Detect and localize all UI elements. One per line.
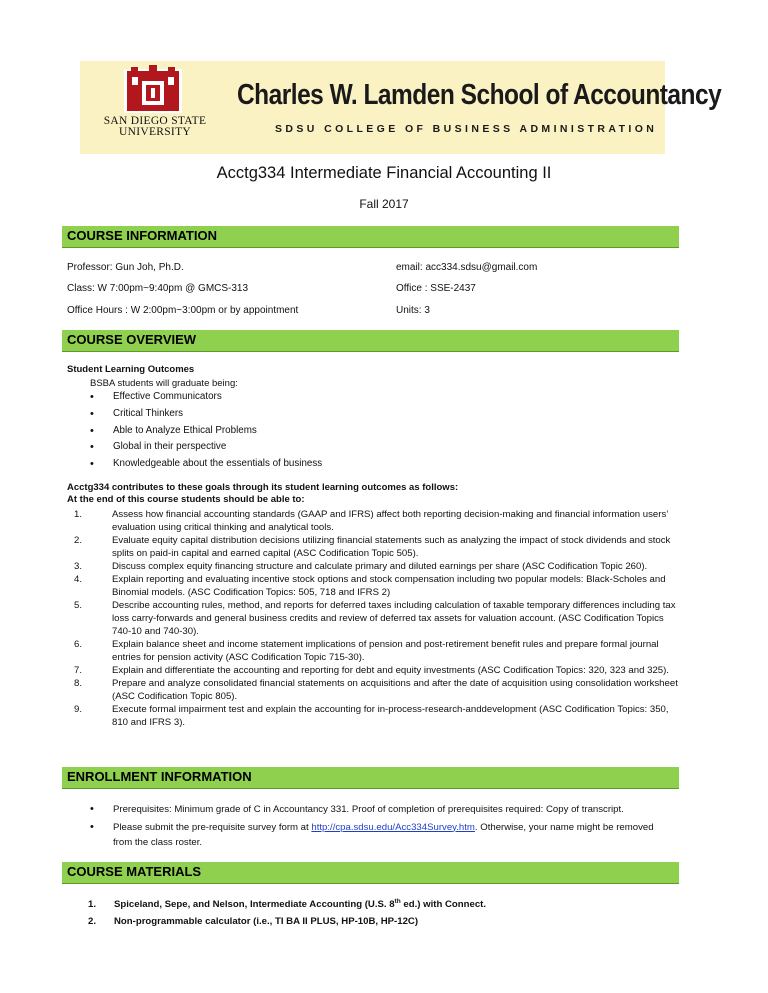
contrib-line-1: Acctg334 contributes to these goals through its student learning outcomes as follows: [67,482,459,493]
section-heading: COURSE INFORMATION [67,228,217,243]
course-information-header [62,226,679,248]
list-item [66,599,678,638]
section-heading: COURSE MATERIALS [67,864,202,879]
item-number: 1. [74,509,83,520]
university-line-1: SAN DIEGO STATE [103,115,207,127]
university-line-2: UNIVERSITY [119,126,191,138]
item-number: 8. [74,678,83,689]
sdsu-shield-icon [80,61,225,119]
list-item [66,703,678,729]
list-item [66,638,678,664]
enrollment-information-header [62,767,679,789]
units-text: Units: 3 [396,305,430,316]
list-item [66,677,678,703]
item-text: Discuss complex equity financing structure and calculate primary and diluted earnings per share (ASC Codification Topic 260). [112,561,648,572]
item-number: 6. [74,639,83,650]
list-item [88,913,486,930]
item-number: 5. [74,600,83,611]
university-name [96,116,214,138]
survey-link[interactable]: http://cpa.sdsu.edu/Acc334Survey.htm [311,821,475,833]
list-item [66,560,678,573]
item-text: Please submit the pre-requisite survey form at [113,821,312,833]
item-text: Execute formal impairment test and explain the accounting for in-process-research-anddevelopment (ASC Codification Topics: 350, 810 and IFRS 3). [112,704,669,728]
list-item: • Global in their perspective [90,439,322,456]
item-text: Explain reporting and evaluating incentive stock options and stock compensation including two popular models: Black-Scholes and Binomial models. (ASC Codification Topics: 505, 718 and IFRS 2) [112,574,666,598]
course-term: Fall 2017 [359,197,409,211]
list-item: • Effective Communicators [90,389,322,406]
list-item: • Critical Thinkers [90,406,322,423]
course-materials-header [62,862,679,884]
college-name: SDSU COLLEGE OF BUSINESS ADMINISTRATION [275,123,658,135]
list-item: • Able to Analyze Ethical Problems [90,423,322,440]
item-text: Spiceland, Sepe, and Nelson, Intermediate Accounting (U.S. 8 [114,899,395,910]
list-item [66,534,678,560]
list-item [66,664,678,677]
outcomes-list [66,508,678,729]
office-hours-text: Office Hours : W 2:00pm~3:00pm or by appointment [67,305,299,316]
item-number: 9. [74,704,83,715]
sdsu-logo [80,61,225,154]
item-text: Assess how financial accounting standards (GAAP and IFRS) affect both reporting decision-making and financial information users’ evaluation using critical thinking and analytical tools. [112,509,669,533]
office-text: Office : SSE-2437 [396,283,476,294]
section-heading: ENROLLMENT INFORMATION [67,769,252,784]
course-title: Acctg334 Intermediate Financial Accounting II [216,164,552,182]
list-item [66,573,678,599]
contrib-line-2: At the end of this course students should be able to: [67,494,305,505]
materials-list [88,896,486,930]
class-time-text: Class: W 7:00pm~9:40pm @ GMCS-313 [67,283,249,294]
item-text: . Otherwise, your name might be removed from the class roster. [113,821,654,848]
slo-intro: BSBA students will graduate being: [90,378,238,389]
item-number: 2. [88,916,97,927]
item-number: 4. [74,574,83,585]
list-item: • Prerequisites: Minimum grade of C in Accountancy 331. Proof of completion of prerequisites required: Copy of transcript. [90,802,675,818]
item-text: Prepare and analyze consolidated financial statements on acquisitions and after the date of acquisition using consolidation worksheet (ASC Codification Topic 805). [112,678,678,702]
email-text: email: acc334.sdsu@gmail.com [396,262,538,273]
item-text: Evaluate equity capital distribution decisions utilizing financial statements such as analyzing the impact of stock dividends and stock splits on paid-in capital and earned capital (ASC Codification Topic 505). [112,535,671,559]
item-text: Describe accounting rules, method, and reports for deferred taxes including calculation of taxable temporary differences including tax loss carry-forwards and general business credits and review of deferred tax assets for valuation account. (ASC Codification Topics 740-10 and 740-30). [112,600,676,637]
slo-heading: Student Learning Outcomes [67,364,195,375]
professor-text: Professor: Gun Joh, Ph.D. [67,262,184,273]
course-overview-header [62,330,679,352]
item-number: 1. [88,899,97,910]
list-item [88,896,486,913]
enrollment-list [90,802,675,853]
school-name: Charles W. Lamden School of Accountancy [237,79,722,111]
list-item: • Knowledgeable about the essentials of business [90,456,322,473]
section-heading: COURSE OVERVIEW [67,332,197,347]
list-item [66,508,678,534]
slo-list [90,389,322,473]
item-number: 2. [74,535,83,546]
item-number: 7. [74,665,83,676]
list-item [90,820,675,851]
item-text: Non-programmable calculator (i.e., TI BA II PLUS, HP-10B, HP-12C) [114,916,419,927]
item-text: Explain balance sheet and income statement implications of pension and post-retirement benefit rules and prepare formal journal entries for pension activity (ASC Codification Topic 715-30). [112,639,659,663]
item-text: Explain and differentiate the accounting and reporting for debt and equity investments (ASC Codification Topics: 320, 323 and 325). [112,665,669,676]
superscript: th [394,897,401,905]
item-number: 3. [74,561,83,572]
header-banner [80,61,722,154]
item-text: ed.) with Connect. [400,899,487,910]
